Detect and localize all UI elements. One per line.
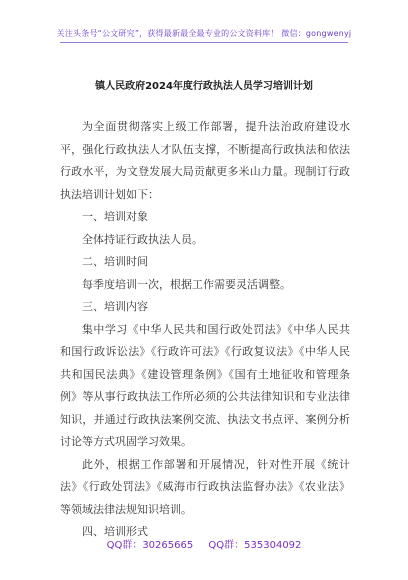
- section-body-time: 每季度培训一次，根据工作需要灵活调整。: [82, 277, 291, 291]
- section-heading-time: 二、培训时间: [82, 255, 148, 268]
- section-heading-targets: 一、培训对象: [82, 210, 148, 223]
- document-body: [60, 116, 350, 544]
- intro-paragraph: 为全面贯彻落实上级工作部署，提升法治政府建设水平，强化行政执法人才队伍支撑，不断提高行政执法和依法行政水平，为文登发展大局贡献更多米山力量。现制订行政执法培训计划如下：: [60, 120, 350, 201]
- section-body-content-2: 此外，根据工作部署和开展情况，针对性开展《统计法》《行政处罚法》《威海市行政执法监督办法》《农业法》等领域法律法规知识培训。: [60, 457, 350, 516]
- section-heading-content: 三、培训内容: [82, 300, 148, 313]
- document-title: 镇人民政府2024年度行政执法人员学习培训计划: [95, 81, 313, 92]
- section-heading-format: 四、培训形式: [82, 525, 148, 538]
- footer-qq-group-2: QQ群：535304092: [208, 540, 302, 551]
- section-body-targets: 全体持证行政执法人员。: [82, 232, 203, 246]
- section-body-content-1: 集中学习《中华人民共和国行政处罚法》《中华人民共和国行政诉讼法》《行政许可法》《行政复议法》《中华人民共和国民法典》《建设管理条例》《国有土地征收和管理条例》等从事行政执法工作所必须的公共法律知识和专业法律知识，并通过行政执法案例交流、执法文书点评、案例分析讨论等方式巩固学习效果。: [60, 322, 350, 448]
- header-divider: [60, 42, 348, 43]
- header-note: 关注头条号“公文研究”，获得最新最全最专业的公文资料库！ 微信：gongwenyj: [56, 29, 352, 38]
- footer: [0, 536, 408, 551]
- footer-qq-group-1: QQ群：30265665: [106, 540, 194, 551]
